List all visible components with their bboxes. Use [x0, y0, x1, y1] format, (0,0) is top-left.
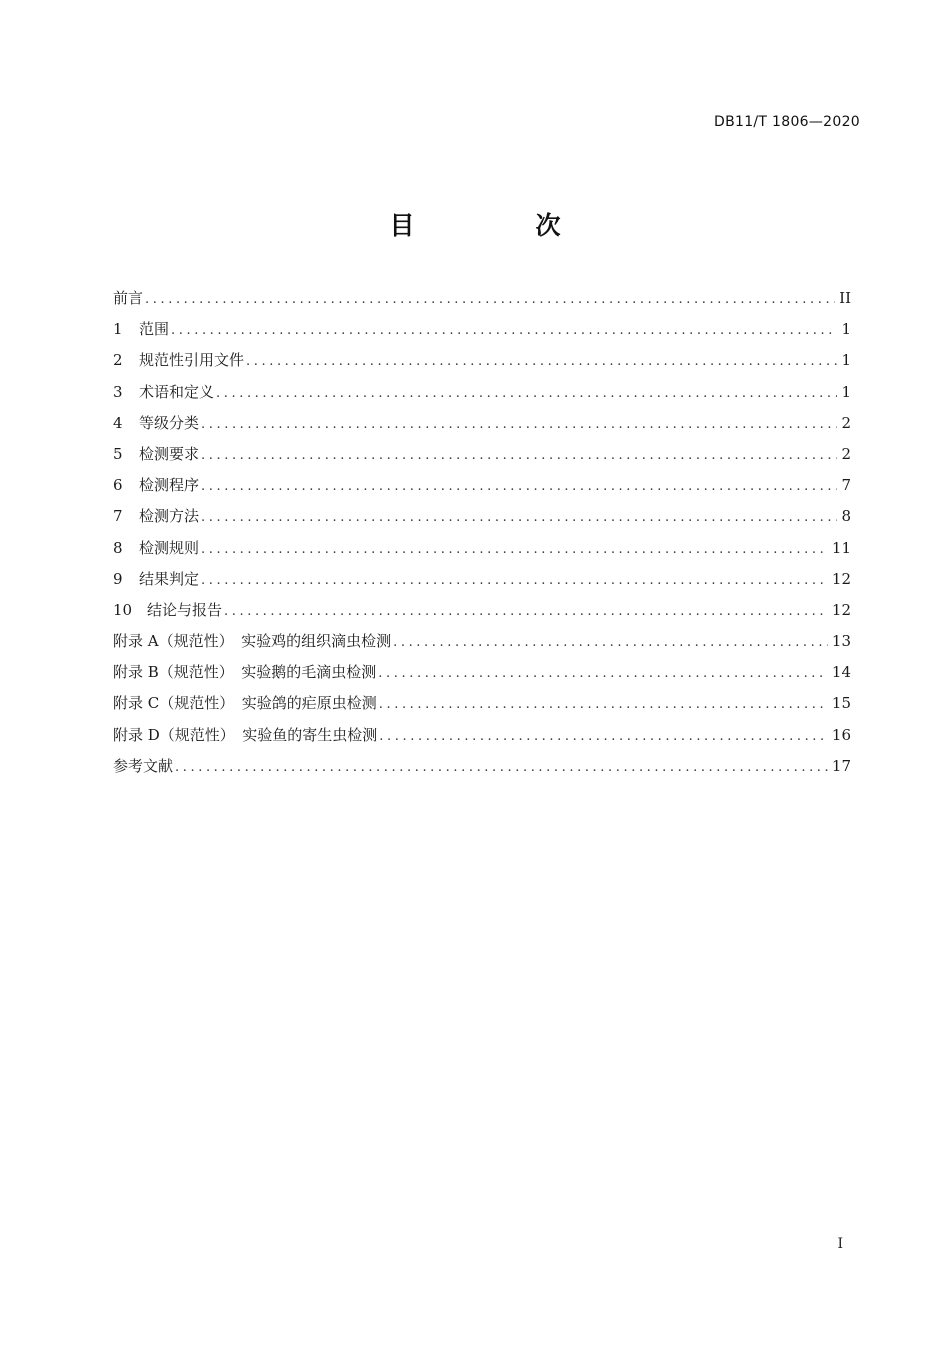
- toc-dot-leader: [246, 351, 837, 373]
- toc-entry-label: 附录 A（规范性） 实验鸡的组织滴虫检测: [113, 632, 392, 651]
- document-code: DB11/T 1806—2020: [714, 114, 860, 130]
- toc-entry-label: 结论与报告: [147, 600, 223, 619]
- toc-page-number: 1: [841, 320, 851, 339]
- toc-page-number: 8: [841, 507, 851, 526]
- toc-entry-label: 检测规则: [139, 538, 200, 557]
- toc-entry-appendix-a[interactable]: [113, 630, 851, 661]
- toc-entry-appendix-c[interactable]: [113, 692, 851, 723]
- toc-entry-appendix-b[interactable]: [113, 661, 851, 692]
- toc-section-number: 7: [113, 507, 123, 526]
- toc-section-number: 9: [113, 569, 123, 588]
- toc-entry-result-judgment[interactable]: [113, 568, 851, 599]
- toc-dot-leader: [216, 383, 837, 405]
- toc-dot-leader: [145, 289, 835, 311]
- toc-entry-terms-definitions[interactable]: [113, 381, 851, 412]
- toc-entry-testing-methods[interactable]: [113, 505, 851, 536]
- toc-entry-label: 范围: [139, 320, 170, 339]
- page-number: I: [837, 1236, 843, 1252]
- toc-entry-label: 术语和定义: [139, 382, 215, 401]
- table-of-contents: [113, 287, 851, 786]
- toc-dot-leader: [379, 726, 828, 748]
- toc-entry-label: 附录 B（规范性） 实验鹅的毛滴虫检测: [113, 663, 377, 682]
- toc-page-number: 15: [831, 694, 851, 713]
- toc-page-number: 2: [841, 413, 851, 432]
- toc-page-number: 16: [831, 725, 851, 744]
- toc-title: 目 次: [389, 211, 609, 240]
- toc-entry-bibliography[interactable]: [113, 755, 851, 786]
- toc-section-number: 6: [113, 476, 123, 495]
- toc-dot-leader: [201, 507, 837, 529]
- toc-dot-leader: [201, 539, 828, 561]
- toc-entry-label: 附录 D（规范性） 实验鱼的寄生虫检测: [113, 725, 378, 744]
- toc-entry-conclusion-report[interactable]: [113, 599, 851, 630]
- toc-section-number: 1: [113, 320, 123, 339]
- toc-entry-normative-references[interactable]: [113, 349, 851, 380]
- toc-page-number: 12: [831, 600, 851, 619]
- toc-page-number: 2: [841, 444, 851, 463]
- toc-dot-leader: [378, 663, 828, 685]
- toc-entry-label: 参考文献: [113, 756, 174, 775]
- toc-entry-label: 等级分类: [139, 413, 200, 432]
- toc-dot-leader: [379, 694, 828, 716]
- toc-dot-leader: [201, 414, 837, 436]
- toc-entry-testing-procedure[interactable]: [113, 474, 851, 505]
- toc-page-number: 7: [841, 476, 851, 495]
- toc-page-number: 17: [831, 756, 851, 775]
- toc-dot-leader: [201, 570, 828, 592]
- toc-entry-label: 检测方法: [139, 507, 200, 526]
- toc-dot-leader: [175, 757, 828, 779]
- toc-page-number: II: [839, 289, 851, 307]
- toc-section-number: 5: [113, 444, 123, 463]
- toc-page-number: 1: [841, 351, 851, 370]
- toc-section-number: 2: [113, 351, 123, 370]
- toc-entry-scope[interactable]: [113, 318, 851, 349]
- toc-page-number: 12: [831, 569, 851, 588]
- toc-entry-label: 规范性引用文件: [139, 351, 245, 370]
- toc-entry-label: 前言: [113, 289, 144, 307]
- toc-entry-label: 结果判定: [139, 569, 200, 588]
- toc-dot-leader: [201, 476, 837, 498]
- toc-entry-appendix-d[interactable]: [113, 724, 851, 755]
- toc-dot-leader: [171, 320, 837, 342]
- toc-entry-testing-rules[interactable]: [113, 537, 851, 568]
- toc-dot-leader: [393, 632, 828, 654]
- toc-page-number: 11: [831, 538, 851, 557]
- toc-section-number: 10: [113, 600, 133, 619]
- toc-section-number: 3: [113, 382, 123, 401]
- toc-page-number: 13: [831, 632, 851, 651]
- toc-entry-foreword[interactable]: [113, 287, 851, 318]
- toc-entry-grade-classification[interactable]: [113, 412, 851, 443]
- toc-dot-leader: [224, 601, 828, 623]
- toc-page-number: 14: [831, 663, 851, 682]
- toc-section-number: 8: [113, 538, 123, 557]
- toc-entry-label: 检测要求: [139, 444, 200, 463]
- toc-entry-testing-requirements[interactable]: [113, 443, 851, 474]
- toc-dot-leader: [201, 445, 837, 467]
- toc-page-number: 1: [841, 382, 851, 401]
- toc-entry-label: 附录 C（规范性） 实验鸽的疟原虫检测: [113, 694, 377, 713]
- toc-entry-label: 检测程序: [139, 476, 200, 495]
- toc-section-number: 4: [113, 413, 123, 432]
